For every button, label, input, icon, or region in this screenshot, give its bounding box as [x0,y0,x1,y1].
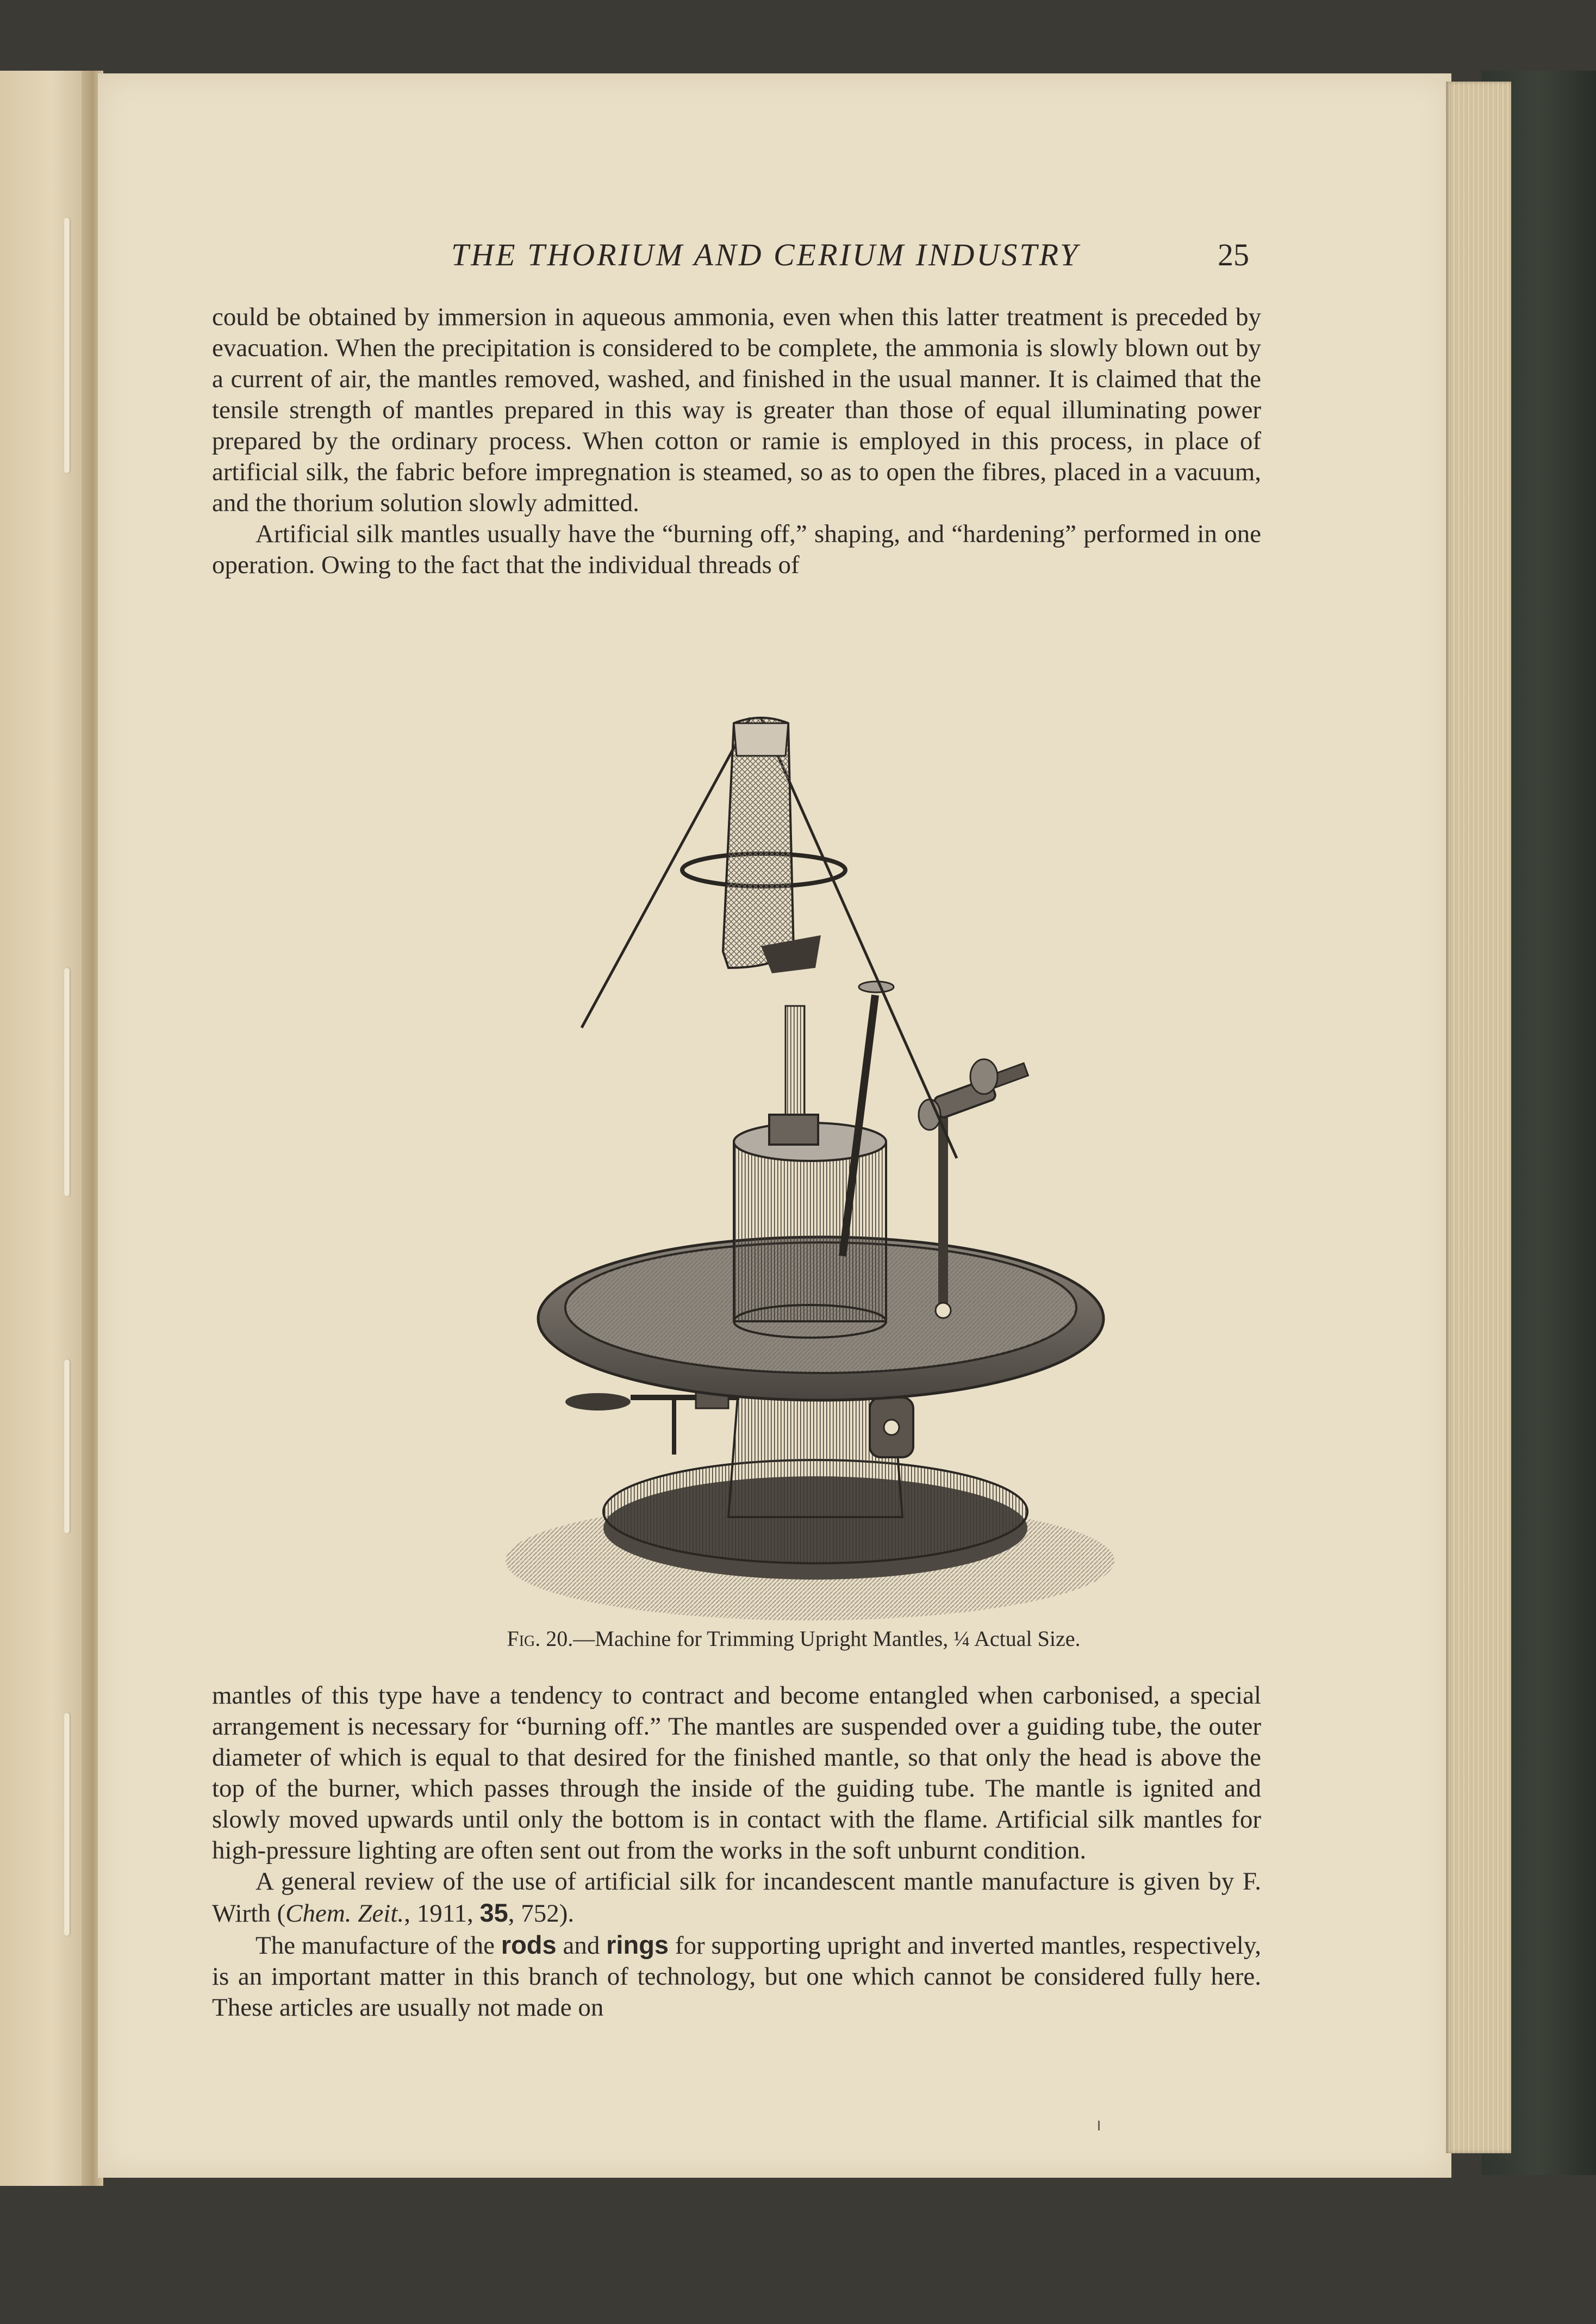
running-title: THE THORIUM AND CERIUM INDUSTRY [451,237,1080,272]
mantle-trimming-machine-illustration [467,712,1163,1631]
text-span: The manufacture of the [255,1931,501,1960]
figure-caption [386,1626,1201,1651]
volume-number: 35 [479,1898,508,1927]
facing-page-edge [0,71,87,2186]
paragraph: Artificial silk mantles usually have the “burning off,” shaping, and “hardening” performed in one operation. Owing to the fact that the individual threads of [212,520,1261,579]
paragraph [212,1866,1261,1929]
binding-stitch [64,1359,70,1533]
term-rods: rods [501,1930,557,1959]
text-span: and [556,1931,607,1960]
body-text-bottom [212,1680,1261,2023]
book-page [98,73,1451,2178]
paragraph [212,1929,1261,2023]
body-text-top [212,302,1261,581]
figure-caption-text: —Machine for Trimming Upright Mantles, ¼ Actual Size. [573,1626,1081,1651]
text-span: , 1911, [404,1899,480,1928]
text-span: , 752). [508,1899,575,1928]
binding-stitch [64,968,70,1196]
page-number: 25 [1218,237,1249,272]
term-rings: rings [606,1930,669,1959]
binding-stitch [64,218,70,473]
paragraph: mantles of this type have a tendency to contract and become entangled when carbonised, a special arrangement is necessary for “burning off.” The mantles are suspended over a guiding tube, the outer diameter of which is equal to that desired for the finished mantle, so that only the head is above the top of the burner, which passes through the inside of the guiding tube. The mantle is ignited and slowly moved upwards until only the bottom is in contact with the flame. Artificial silk mantles for high-pressure lighting are often sent out from the works in the soft unburnt condition. [212,1681,1261,1865]
printing-mark [1098,2121,1100,2130]
journal-title: Chem. Zeit. [285,1899,404,1928]
paragraph: could be obtained by immersion in aqueous ammonia, even when this latter treatment is preceded by evacuation. When the precipitation is considered to be complete, the ammonia is slowly blown out by a current of air, the mantles removed, washed, and finished in the usual manner. It is claimed that the tensile strength of mantles prepared in this way is greater than those of equal illuminating power prepared by the ordinary process. When cotton or ramie is employed in this process, in place of artificial silk, the fabric before impregnation is steamed, so as to open the fibres, placed in a vacuum, and the thorium solution slowly admitted. [212,303,1261,517]
binding-stitch [64,1713,70,1936]
page-edges [1446,82,1511,2153]
text-span: for supporting upright and inverted mantles, respectively, is an important matter in this branch of technology, but one which cannot be considered fully here. These articles are usually not made on [212,1931,1261,2022]
figure-label: Fig. 20. [507,1626,573,1651]
text-span: A general review of the use of artificial silk for incandescent mantle manufacture is given by F. Wirth ( [212,1867,1261,1928]
